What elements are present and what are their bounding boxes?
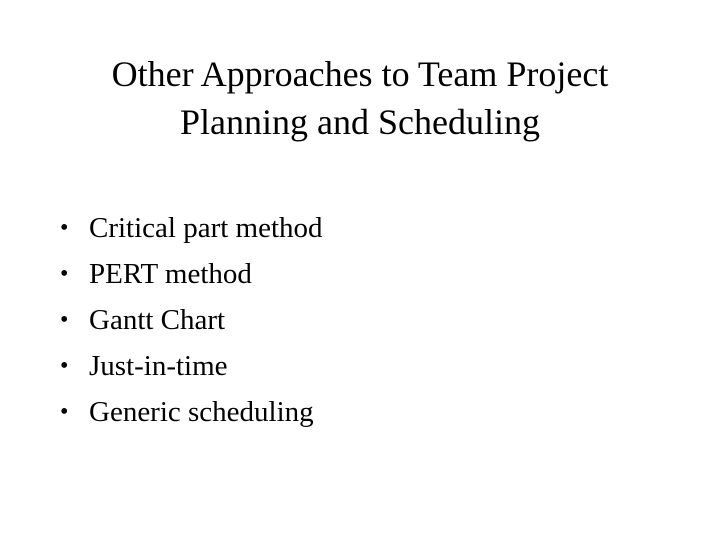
bullet-list [60, 205, 323, 435]
bullet-text: Just-in-time [89, 350, 228, 382]
bullet-dot-icon: • [60, 353, 69, 379]
bullet-item-gantt-chart [60, 297, 323, 343]
slide-title-line-1: Other Approaches to Team Project [111, 54, 609, 94]
bullet-dot-icon: • [60, 399, 69, 425]
bullet-text: Generic scheduling [89, 396, 314, 428]
bullet-item-pert-method [60, 251, 323, 297]
slide-title [40, 50, 680, 146]
bullet-text: Critical part method [89, 212, 323, 244]
bullet-text: Gantt Chart [89, 304, 226, 336]
bullet-dot-icon: • [60, 307, 69, 333]
bullet-item-critical-part-method [60, 205, 323, 251]
bullet-text: PERT method [89, 258, 252, 290]
bullet-item-just-in-time [60, 343, 323, 389]
bullet-dot-icon: • [60, 215, 69, 241]
slide-title-line-2: Planning and Scheduling [180, 102, 540, 142]
bullet-dot-icon: • [60, 261, 69, 287]
bullet-item-generic-scheduling [60, 389, 323, 435]
